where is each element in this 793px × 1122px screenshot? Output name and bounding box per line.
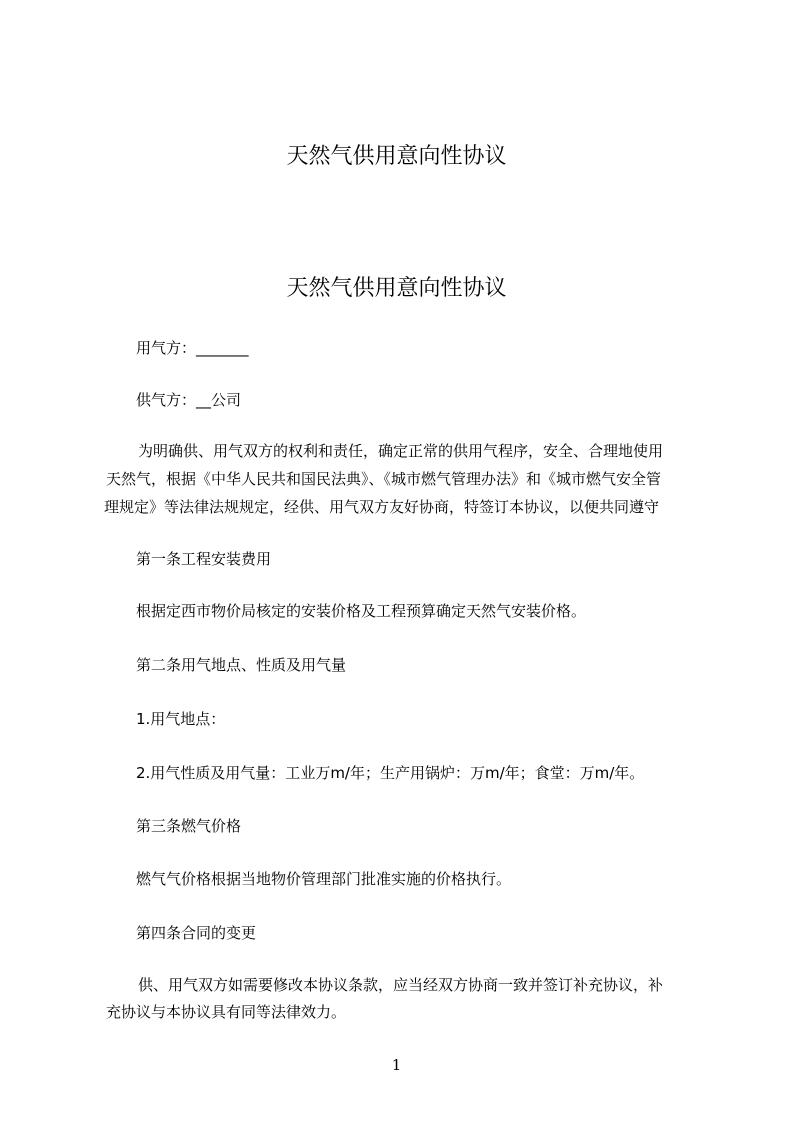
article3-text: 燃气气价格根据当地物价管理部门批准实施的价格执行。 (136, 870, 512, 888)
party-gas-supplier: 供气方：__公司 (136, 391, 242, 409)
party-gas-user: 用气方：_______ (136, 339, 249, 357)
article4-line-1: 供、用气双方如需要修改本协议条款，应当经双方协商一致并签订补充协议，补 (138, 976, 664, 994)
article2-item1: 1.用气地点： (136, 710, 226, 728)
intro-line-2: 天然气，根据《中华人民共和国民法典》、《城市燃气管理办法》和《城市燃气安全管 (106, 470, 662, 488)
article1-text: 根据定西市物价局核定的安装价格及工程预算确定天然气安装价格。 (136, 602, 587, 620)
article3-heading: 第三条燃气价格 (136, 817, 242, 835)
intro-line-3: 理规定》等法律法规规定，经供、用气双方友好协商，特签订本协议，以便共同遵守 (104, 498, 660, 516)
page-number: 1 (391, 1056, 402, 1074)
article1-heading: 第一条工程安装费用 (136, 550, 272, 568)
article4-line-2: 充协议与本协议具有同等法律效力。 (106, 1003, 347, 1021)
article2-heading: 第二条用气地点、性质及用气量 (136, 656, 347, 674)
article4-heading: 第四条合同的变更 (136, 924, 257, 942)
document-main-title: 天然气供用意向性协议 (286, 276, 507, 301)
article2-item2: 2.用气性质及用气量：工业万m/年；生产用锅炉：万m/年；食堂：万m/年。 (136, 764, 645, 782)
intro-line-1: 为明确供、用气双方的权利和责任，确定正常的供用气程序，安全、合理地使用 (138, 442, 664, 460)
document-header-title: 天然气供用意向性协议 (286, 144, 507, 169)
